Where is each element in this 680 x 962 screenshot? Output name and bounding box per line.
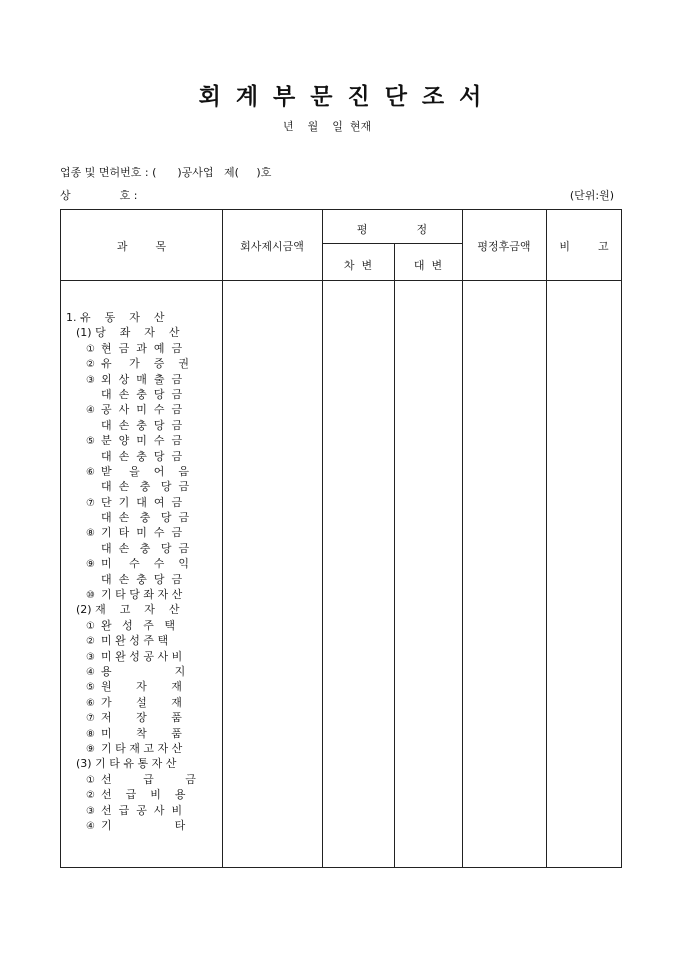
item-label: 미 착 품 [101,726,182,740]
unit-label: (단위:원) [569,189,614,202]
account-item-row [66,633,196,648]
account-item-list [66,310,196,833]
account-item-row [66,402,196,417]
diagnosis-table [60,209,622,868]
item-number: ② [86,790,95,802]
item-label: 1. 유 동 자 산 [66,311,165,324]
account-item-row [66,649,196,664]
account-item-row [66,679,196,694]
item-label: 분 양 미 수 금 [101,434,183,448]
item-number: ⑤ [86,436,95,448]
item-label: 선 급 공 사 비 [101,803,183,817]
item-label: (1) 당 좌 자 산 [76,326,180,340]
company-name-line: 상 호 : [60,189,138,202]
item-label: 단 기 대 여 금 [101,495,183,509]
item-label: 받 을 어 음 [101,464,189,478]
item-label: 기 타 미 수 금 [101,526,183,540]
account-item-row [66,756,196,771]
item-number: ⑧ [86,528,95,540]
item-label: 기 타 재 고 자 산 [101,741,183,755]
column-divider [322,210,323,867]
item-label: 완 성 주 택 [101,618,175,632]
document-title: 회계부문진단조서 [198,83,497,110]
header-credit: 대 변 [413,259,443,272]
date-line: 년 월 일 현재 [283,120,372,133]
item-number: ① [86,774,95,786]
item-number: ① [86,343,95,355]
item-label: 용 지 [101,664,186,678]
item-number: ④ [86,666,95,678]
item-number: ⑤ [86,682,95,694]
account-item-row [66,726,196,741]
item-label: 대 손 충 당 금 [101,418,183,432]
item-number: ⑦ [86,497,95,509]
account-item-row [66,310,196,325]
item-number: ⑨ [86,743,95,755]
item-label: 유 가 증 권 [101,357,189,371]
item-label: 기 타 당 좌 자 산 [101,588,183,602]
header-after-amount: 평정후금액 [477,240,531,253]
item-label: 선 급 비 용 [101,788,186,802]
item-label: 저 장 품 [101,711,182,725]
item-label: 미 수 수 익 [101,557,189,571]
item-label: 공 사 미 수 금 [101,403,183,417]
account-item-row [66,341,196,356]
header-bottom-line [61,280,621,281]
item-label: 기 타 [101,818,186,832]
item-label: 대 손 충 당 금 [101,511,190,525]
account-item-row [66,818,196,833]
account-item-row [66,525,196,540]
header-evaluation: 평 정 [356,223,428,236]
column-divider [546,210,547,867]
account-item-row [66,602,196,617]
item-label: 대 손 충 당 금 [101,541,190,555]
account-item-row [66,495,196,510]
header-company-amount: 회사제시금액 [240,240,304,253]
item-number: ⑥ [86,466,95,478]
item-label: 대 손 충 당 금 [101,480,190,494]
item-label: 미 완 성 공 사 비 [101,649,183,663]
account-item-row [66,572,196,587]
item-number: ④ [86,820,95,832]
account-item-row [66,664,196,679]
account-item-row [66,418,196,433]
item-number: ⑥ [86,697,95,709]
account-item-row [66,510,196,525]
item-number: ③ [86,651,95,663]
account-item-row [66,449,196,464]
item-number: ⑨ [86,559,95,571]
account-item-row [66,464,196,479]
account-item-row [66,741,196,756]
header-subject: 과 목 [116,240,167,253]
account-item-row [66,772,196,787]
item-label: (3) 기 타 유 통 자 산 [76,757,177,771]
account-item-row [66,387,196,402]
account-item-row [66,695,196,710]
item-label: 대 손 충 당 금 [101,572,183,586]
column-divider [222,210,223,867]
item-number: ⑧ [86,728,95,740]
license-info-line: 업종 및 면허번호 : ( )공사업 제( )호 [60,166,272,179]
item-label: 대 손 충 당 금 [101,449,183,463]
account-item-row [66,710,196,725]
item-number: ⑩ [86,590,95,602]
item-label: 가 설 재 [101,695,182,709]
item-label: 대 손 충 당 금 [101,387,183,401]
account-item-row [66,541,196,556]
item-number: ③ [86,805,95,817]
account-item-row [66,433,196,448]
eval-header-divider [322,243,462,244]
item-label: 외 상 매 출 금 [101,372,183,386]
account-item-row [66,618,196,633]
item-label: 현 금 과 예 금 [101,341,183,355]
item-label: 선 급 금 [101,772,196,786]
account-item-row [66,372,196,387]
account-item-row [66,556,196,571]
item-number: ① [86,620,95,632]
item-number: ③ [86,374,95,386]
account-item-row [66,479,196,494]
account-item-row [66,325,196,340]
account-item-row [66,803,196,818]
header-remark: 비 고 [559,240,609,253]
account-item-row [66,587,196,602]
item-number: ② [86,359,95,371]
item-number: ② [86,636,95,648]
column-divider [462,210,463,867]
header-debit: 차 변 [343,259,373,272]
item-number: ④ [86,405,95,417]
item-label: (2) 재 고 자 산 [76,603,180,617]
item-label: 원 자 재 [101,680,182,694]
item-label: 미 완 성 주 택 [101,634,169,648]
column-divider [394,243,395,867]
account-item-row [66,356,196,371]
account-item-row [66,787,196,802]
item-number: ⑦ [86,713,95,725]
